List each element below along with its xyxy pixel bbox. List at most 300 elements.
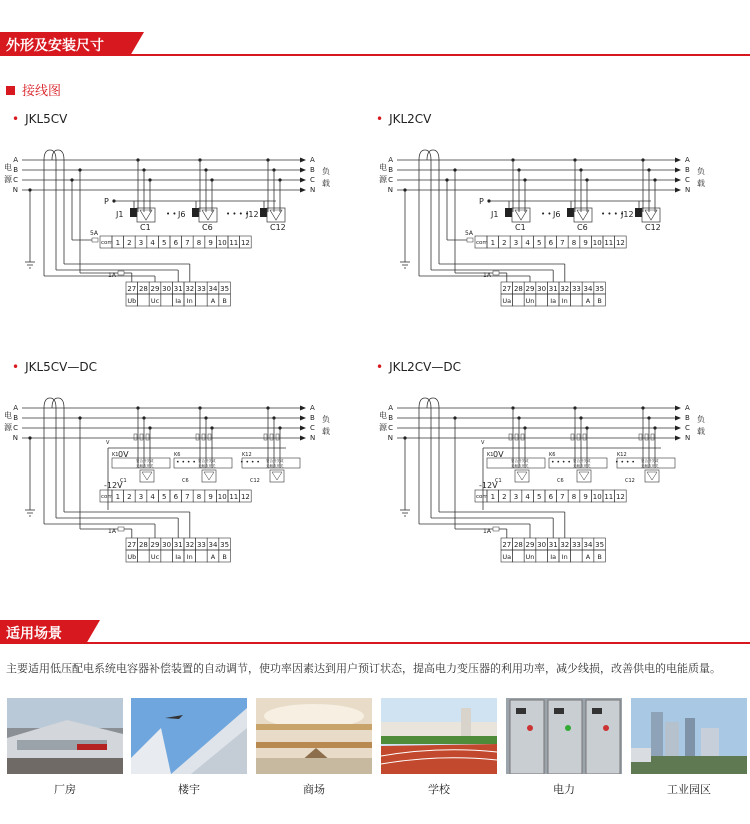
fuse-small <box>583 434 586 440</box>
terminal-number: 9 <box>208 239 213 247</box>
com-label: com <box>101 494 113 500</box>
terminal-number: 5 <box>161 493 167 501</box>
terminal-function-label: Uc <box>150 553 160 561</box>
fuse-5a <box>92 238 98 242</box>
terminal-number: 29 <box>150 285 160 293</box>
phase-label-left: C <box>388 424 393 432</box>
terminal-number: 2 <box>127 239 132 247</box>
fuse-small <box>146 434 149 440</box>
terminal-number: 5 <box>536 239 542 247</box>
terminal-number: 30 <box>162 541 172 549</box>
terminal-number: 11 <box>604 493 614 501</box>
terminal-number: 10 <box>592 239 602 247</box>
terminal-number: 32 <box>560 541 570 549</box>
relay-label: J12 <box>621 210 634 219</box>
capacitor-label: C12 <box>270 223 286 232</box>
terminal-number: 35 <box>220 541 230 549</box>
terminal-number: 4 <box>525 493 530 501</box>
dc-c-label: C6 <box>557 478 564 484</box>
fuse-small <box>651 434 654 440</box>
source-label: 电 <box>4 411 12 420</box>
phase-label-right: A <box>685 404 690 412</box>
phase-label-left: C <box>13 176 18 184</box>
arrow-icon <box>675 406 681 411</box>
phase-label-right: A <box>685 156 690 164</box>
ellipsis: • • • • <box>551 459 571 466</box>
switch-text: 无触点开关 <box>198 464 216 468</box>
terminal-cell <box>196 550 208 562</box>
capacitor-label: C6 <box>577 223 588 232</box>
dc-k-label: K6 <box>549 452 556 458</box>
terminal-number: 1 <box>490 239 496 247</box>
terminal-function-label: Ub <box>127 297 137 305</box>
terminal-number: 28 <box>513 285 523 293</box>
terminal-number: 33 <box>571 541 581 549</box>
scene-building-image <box>131 698 247 774</box>
terminal-number: 35 <box>220 285 230 293</box>
fuse-small <box>264 434 267 440</box>
phase-label-left: A <box>13 404 18 412</box>
wiring-diagram-jkl2cv <box>375 150 715 315</box>
junction-dot <box>28 436 31 439</box>
terminal-number: 7 <box>560 239 565 247</box>
fuse-1a <box>118 271 124 275</box>
capacitor-label: C1 <box>140 223 151 232</box>
fuse-small <box>639 434 642 440</box>
terminal-number: 10 <box>592 493 602 501</box>
switch-text: 复合开关或 <box>573 459 591 463</box>
switch-text: 复合开关或 <box>198 459 216 463</box>
load-label: 载 <box>322 179 330 188</box>
red-dot-icon: • <box>12 112 20 126</box>
fuse-1a-label: 1A <box>483 272 491 279</box>
junction-dot <box>78 416 81 419</box>
diagram-label-3 <box>12 360 97 374</box>
terminal-number: 11 <box>229 239 239 247</box>
terminal-cell <box>161 294 173 306</box>
terminal-number: 34 <box>583 285 593 293</box>
arrow-icon <box>675 158 681 163</box>
fuse-small <box>571 434 574 440</box>
red-dot-icon: • <box>376 360 384 374</box>
fuse-small <box>270 434 273 440</box>
capacitor-label: C12 <box>645 223 661 232</box>
fuse-small <box>202 434 205 440</box>
terminal-function-label: In <box>561 297 568 305</box>
fuse-small <box>521 434 524 440</box>
terminal-cell <box>513 294 525 306</box>
terminal-number: 12 <box>240 239 250 247</box>
capacitor-symbol <box>272 472 282 480</box>
fuse-1a <box>493 527 499 531</box>
arrow-icon <box>675 426 681 431</box>
dc-c-label: C12 <box>250 478 260 484</box>
fuse-1a-label: 1A <box>483 528 491 535</box>
terminal-number: 1 <box>490 493 496 501</box>
dc-0v-label: 0V <box>118 450 129 459</box>
com-label: com <box>101 240 113 246</box>
terminal-number: 6 <box>548 239 554 247</box>
terminal-number: 6 <box>548 493 554 501</box>
switch-text: 无触点开关 <box>641 464 659 468</box>
ellipsis: • • • • <box>226 210 250 218</box>
dc-c-label: C6 <box>182 478 189 484</box>
terminal-number: 29 <box>525 541 535 549</box>
scene-caption: 厂房 <box>54 783 76 796</box>
fuse-small <box>134 434 137 440</box>
terminal-function-label: B <box>597 297 602 305</box>
terminal-number: 12 <box>615 493 625 501</box>
terminal-number: 2 <box>502 239 507 247</box>
terminal-function-label: A <box>585 553 591 561</box>
terminal-number: 28 <box>138 541 148 549</box>
terminal-number: 31 <box>173 541 183 549</box>
terminal-function-label: Ua <box>502 297 512 305</box>
arrow-icon <box>300 188 306 193</box>
phase-label-right: B <box>685 166 690 174</box>
com-label: com <box>476 494 488 500</box>
terminal-function-label: Ia <box>175 297 182 305</box>
terminal-number: 34 <box>583 541 593 549</box>
terminal-function-label: B <box>222 553 227 561</box>
fuse-small <box>208 434 211 440</box>
phase-label-right: N <box>685 186 691 194</box>
arrow-icon <box>675 436 681 441</box>
fuse-small <box>509 434 512 440</box>
phase-label-left: B <box>388 166 393 174</box>
scene-factory-image <box>7 698 123 774</box>
terminal-cell <box>536 550 548 562</box>
relay-contact <box>130 208 137 217</box>
terminal-number: 5 <box>536 493 542 501</box>
application-banner-title: 适用场景 <box>6 626 62 642</box>
terminal-number: 2 <box>502 493 507 501</box>
ct-loop <box>44 150 56 270</box>
diagram-label-4 <box>376 360 461 374</box>
scene-school-image <box>381 698 497 774</box>
terminal-cell <box>138 294 150 306</box>
load-label: 负 <box>322 415 330 424</box>
terminal-number: 33 <box>196 285 206 293</box>
terminal-cell <box>138 550 150 562</box>
terminal-number: 35 <box>595 285 605 293</box>
red-dot-icon: • <box>12 360 20 374</box>
dc-k-label: K1 <box>112 452 119 458</box>
terminal-number: 28 <box>138 285 148 293</box>
diagram-label-text: JKL2CV <box>389 112 432 126</box>
scene-mall-image <box>256 698 372 774</box>
terminal-number: 9 <box>208 493 213 501</box>
terminal-number: 31 <box>548 285 558 293</box>
load-label: 负 <box>697 167 705 176</box>
terminal-number: 6 <box>173 239 179 247</box>
source-label: 源 <box>4 423 12 432</box>
terminal-cell <box>536 294 548 306</box>
section-banner-applications <box>0 620 750 644</box>
capacitor-symbol <box>142 472 152 480</box>
application-description: 主要适用低压配电系统电容器补偿装置的自动调节，使功率因素达到用户预订状态，提高电力变压器的利用功率，减少线损，改善供电的电能质量。 <box>6 662 721 675</box>
arrow-icon <box>675 178 681 183</box>
terminal-number: 34 <box>208 285 218 293</box>
terminal-number: 3 <box>513 239 519 247</box>
phase-label-right: N <box>310 186 316 194</box>
terminal-number: 35 <box>595 541 605 549</box>
dc-v-label: V <box>106 440 110 446</box>
source-label: 电 <box>379 163 387 172</box>
relay-contact <box>505 208 512 217</box>
terminal-number: 27 <box>502 285 512 293</box>
diagram-label-2 <box>376 112 431 126</box>
terminal-number: 3 <box>138 239 144 247</box>
ct-loop <box>427 150 439 264</box>
terminal-number: 6 <box>173 493 179 501</box>
terminal-function-label: A <box>210 297 216 305</box>
fuse-small <box>140 434 143 440</box>
scene-caption: 商场 <box>303 783 325 796</box>
ellipsis: • • <box>541 210 552 218</box>
terminal-function-label: B <box>222 297 227 305</box>
ct-loop <box>419 398 431 518</box>
com-label: com <box>476 240 488 246</box>
dc-v-label: V <box>481 440 485 446</box>
terminal-number: 11 <box>229 493 239 501</box>
scene-caption: 工业园区 <box>667 783 711 796</box>
capacitor-symbol <box>579 472 589 480</box>
arrow-icon <box>300 158 306 163</box>
load-label: 载 <box>697 427 705 436</box>
phase-label-right: A <box>310 156 315 164</box>
scene-caption: 学校 <box>428 783 450 796</box>
arrow-icon <box>300 416 306 421</box>
switch-text: 复合开关或 <box>136 459 154 463</box>
arrow-icon <box>300 426 306 431</box>
terminal-number: 32 <box>185 285 195 293</box>
relay-label: J12 <box>246 210 259 219</box>
terminal-number: 7 <box>560 493 565 501</box>
ellipsis: • • • • <box>615 459 635 466</box>
switch-text: 复合开关或 <box>511 459 529 463</box>
phase-label-left: N <box>387 434 393 442</box>
capacitor-symbol <box>517 472 527 480</box>
p-label: P <box>479 197 484 206</box>
fuse-small <box>515 434 518 440</box>
wiring-diagram-jkl5cv-dc <box>0 398 340 568</box>
terminal-number: 28 <box>513 541 523 549</box>
relay-label: J6 <box>553 210 561 219</box>
phase-label-left: N <box>12 434 18 442</box>
terminal-cell <box>571 294 583 306</box>
load-label: 载 <box>697 179 705 188</box>
phase-label-left: C <box>13 424 18 432</box>
phase-label-right: C <box>310 176 315 184</box>
wiring-subhead-title: 接线图 <box>22 84 62 99</box>
switch-text: 无触点开关 <box>266 464 284 468</box>
terminal-number: 8 <box>196 239 202 247</box>
terminal-number: 32 <box>185 541 195 549</box>
load-label: 负 <box>322 167 330 176</box>
banner-title: 外形及安装尺寸 <box>6 38 104 54</box>
ct-loop <box>44 398 56 518</box>
phase-label-right: C <box>685 424 690 432</box>
terminal-number: 29 <box>525 285 535 293</box>
terminal-function-label: A <box>210 553 216 561</box>
switch-text: 复合开关或 <box>641 459 659 463</box>
terminal-function-label: In <box>561 553 568 561</box>
relay-contact <box>635 208 642 217</box>
p-label: P <box>104 197 109 206</box>
dc-neg12v-label: -12V <box>479 481 498 490</box>
fuse-small <box>196 434 199 440</box>
capacitor-symbol <box>204 472 214 480</box>
phase-label-right: B <box>310 166 315 174</box>
fuse-1a <box>118 527 124 531</box>
red-dot-icon: • <box>376 112 384 126</box>
wiring-diagram-jkl2cv-dc <box>375 398 715 568</box>
ellipsis: • • • • <box>601 210 625 218</box>
terminal-function-label: Ia <box>175 553 182 561</box>
arrow-icon <box>675 416 681 421</box>
wiring-diagram-jkl5cv <box>0 150 340 315</box>
diagram-label-1 <box>12 112 67 126</box>
wiring-subhead <box>6 80 61 99</box>
scene-power-image <box>506 698 622 774</box>
switch-text: 无触点开关 <box>573 464 591 468</box>
phase-label-right: C <box>310 424 315 432</box>
dc-c-label: C12 <box>625 478 635 484</box>
arrow-icon <box>300 406 306 411</box>
terminal-number: 29 <box>150 541 160 549</box>
junction-dot <box>453 168 456 171</box>
terminal-function-label: Ia <box>550 297 557 305</box>
terminal-function-label: Un <box>525 297 535 305</box>
terminal-cell <box>196 294 208 306</box>
terminal-number: 10 <box>217 493 227 501</box>
terminal-number: 27 <box>502 541 512 549</box>
terminal-number: 8 <box>196 493 202 501</box>
dc-k-label: K12 <box>242 452 252 458</box>
phase-label-right: N <box>685 434 691 442</box>
banner-underline <box>0 642 750 644</box>
terminal-cell <box>513 550 525 562</box>
arrow-icon <box>300 436 306 441</box>
diagram-label-text: JKL5CV <box>25 112 68 126</box>
terminal-number: 27 <box>127 541 137 549</box>
terminal-number: 1 <box>115 493 121 501</box>
phase-label-left: N <box>12 186 18 194</box>
switch-text: 复合开关或 <box>266 459 284 463</box>
terminal-number: 4 <box>150 239 155 247</box>
relay-contact <box>192 208 199 217</box>
fuse-1a-label: 1A <box>108 272 116 279</box>
terminal-number: 31 <box>548 541 558 549</box>
phase-label-left: C <box>388 176 393 184</box>
phase-label-left: N <box>387 186 393 194</box>
terminal-number: 11 <box>604 239 614 247</box>
phase-label-right: B <box>685 414 690 422</box>
junction-dot <box>453 416 456 419</box>
terminal-number: 4 <box>150 493 155 501</box>
junction-dot <box>403 188 406 191</box>
dc-neg12v-label: -12V <box>104 481 123 490</box>
dc-k-label: K6 <box>174 452 181 458</box>
source-label: 电 <box>379 411 387 420</box>
terminal-function-label: In <box>186 553 193 561</box>
section-banner-dimensions <box>0 32 750 56</box>
terminal-number: 10 <box>217 239 227 247</box>
terminal-number: 31 <box>173 285 183 293</box>
phase-label-left: B <box>13 166 18 174</box>
dc-k-label: K1 <box>487 452 494 458</box>
fuse-5a-label: 5A <box>90 230 98 237</box>
relay-label: J1 <box>491 210 499 219</box>
source-label: 源 <box>379 423 387 432</box>
diagram-label-text: JKL2CV—DC <box>389 360 462 374</box>
dc-c-label: C1 <box>495 478 502 484</box>
arrow-icon <box>300 168 306 173</box>
phase-label-left: B <box>13 414 18 422</box>
relay-contact <box>260 208 267 217</box>
terminal-number: 7 <box>185 493 190 501</box>
ellipsis: • • • • <box>240 459 260 466</box>
diagram-label-text: JKL5CV—DC <box>25 360 98 374</box>
ct-loop <box>427 398 439 512</box>
terminal-cell <box>571 550 583 562</box>
terminal-number: 32 <box>560 285 570 293</box>
terminal-number: 8 <box>571 493 577 501</box>
switch-text: 无触点开关 <box>136 464 154 468</box>
terminal-number: 27 <box>127 285 137 293</box>
fuse-small <box>645 434 648 440</box>
terminal-number: 34 <box>208 541 218 549</box>
phase-label-right: B <box>310 414 315 422</box>
source-label: 电 <box>4 163 12 172</box>
scene-caption: 楼宇 <box>178 783 200 796</box>
phase-label-left: B <box>388 414 393 422</box>
switch-text: 无触点开关 <box>511 464 529 468</box>
terminal-number: 3 <box>513 493 519 501</box>
capacitor-label: C6 <box>202 223 213 232</box>
ellipsis: • • <box>166 210 177 218</box>
phase-label-right: A <box>310 404 315 412</box>
terminal-number: 12 <box>240 493 250 501</box>
ct-loop <box>419 150 431 270</box>
terminal-number: 5 <box>161 239 167 247</box>
dc-c-label: C1 <box>120 478 127 484</box>
phase-label-right: N <box>310 434 316 442</box>
terminal-number: 9 <box>583 493 588 501</box>
relay-label: J6 <box>178 210 186 219</box>
terminal-number: 33 <box>571 285 581 293</box>
bullet-square-icon <box>6 86 15 95</box>
fuse-5a-label: 5A <box>465 230 473 237</box>
junction-dot <box>445 178 448 181</box>
ellipsis: • • • • <box>176 459 196 466</box>
junction-dot <box>70 178 73 181</box>
fuse-small <box>276 434 279 440</box>
terminal-number: 4 <box>525 239 530 247</box>
terminal-function-label: Ia <box>550 553 557 561</box>
junction-dot <box>403 436 406 439</box>
junction-dot <box>28 188 31 191</box>
terminal-number: 12 <box>615 239 625 247</box>
terminal-number: 2 <box>127 493 132 501</box>
terminal-function-label: B <box>597 553 602 561</box>
relay-label: J1 <box>116 210 124 219</box>
load-label: 载 <box>322 427 330 436</box>
load-label: 负 <box>697 415 705 424</box>
terminal-function-label: Un <box>525 553 535 561</box>
scene-industrial-park-image <box>631 698 747 774</box>
